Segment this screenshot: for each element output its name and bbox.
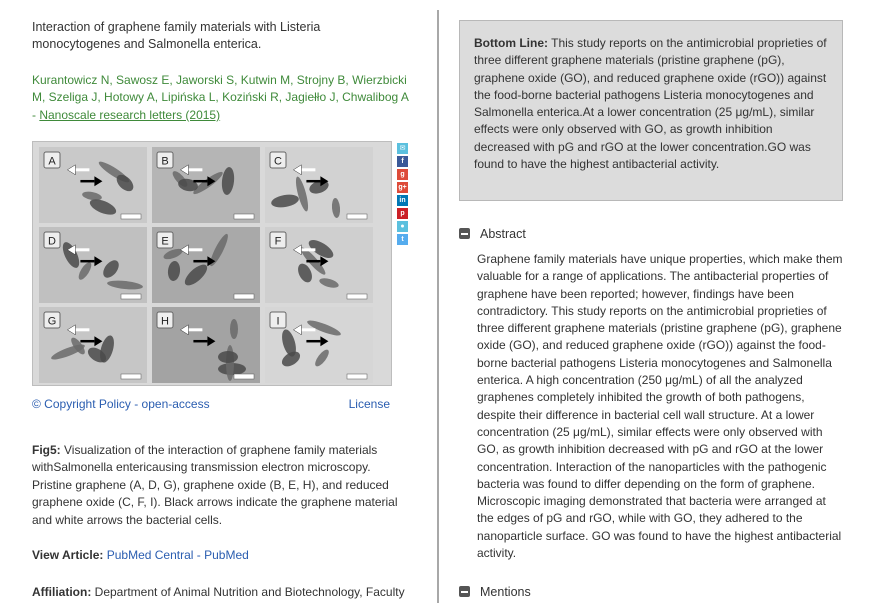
pubmed-link[interactable]: PubMed bbox=[204, 548, 249, 562]
scale-bar bbox=[234, 374, 254, 379]
scale-bar bbox=[234, 294, 254, 299]
scale-bar bbox=[234, 214, 254, 219]
author-list bbox=[32, 72, 416, 124]
article-title: Interaction of graphene family materials with Listeria monocytogenes and Salmonella enterica. bbox=[32, 20, 321, 51]
figure-caption bbox=[32, 442, 404, 529]
mentions-toggle[interactable] bbox=[459, 585, 531, 599]
panel-label: H bbox=[161, 315, 169, 328]
email-icon[interactable]: ✉ bbox=[397, 143, 408, 154]
authors-text[interactable]: Kurantowicz N, Sawosz E, Jaworski S, Kutwin M, Strojny B, Wierzbicki M, Szeliga J, Hotowy A, Lipińska L, Koziński R, Jagiełło J, Chwalibog A bbox=[32, 73, 409, 105]
panel-label: A bbox=[48, 155, 56, 168]
panel-label: B bbox=[161, 155, 169, 168]
link-separator: - bbox=[193, 548, 205, 562]
bottom-line-text: This study reports on the antimicrobial proprieties of three different graphene materials (pristine graphene (pG), graphene oxide (GO), and reduced graphene oxide (rGO)) against the food-borne bacterial pathogens Listeria monocytogenes and Salmonella enterica.At a lower concentration (25 μg/mL), similar effects were only observed with GO, as growth inhibition decreased with pG and rGO at the lower concentration.GO was found to have the highest antibacterial activity. bbox=[474, 36, 827, 172]
affiliation bbox=[32, 585, 416, 599]
view-article-label: View Article: bbox=[32, 548, 104, 562]
copyright-policy-link[interactable]: © Copyright Policy - open-access bbox=[32, 397, 210, 411]
panel-label: C bbox=[274, 155, 282, 168]
mentions-heading: Mentions bbox=[480, 585, 531, 599]
collapse-icon bbox=[459, 228, 470, 239]
license-link[interactable]: License bbox=[348, 397, 390, 411]
abstract-toggle[interactable] bbox=[459, 227, 526, 241]
bottom-line-label: Bottom Line: bbox=[474, 36, 548, 50]
column-divider bbox=[437, 10, 439, 603]
google-icon[interactable]: g bbox=[397, 169, 408, 180]
caption-label: Fig5: bbox=[32, 443, 61, 457]
panel-label: E bbox=[161, 235, 169, 248]
linkedin-icon[interactable]: in bbox=[397, 195, 408, 206]
panel-label: G bbox=[47, 315, 57, 328]
collapse-icon bbox=[459, 586, 470, 597]
scale-bar bbox=[347, 294, 367, 299]
scale-bar bbox=[121, 374, 141, 379]
scale-bar bbox=[347, 374, 367, 379]
scale-bar bbox=[121, 294, 141, 299]
tem-micrograph-grid bbox=[33, 142, 391, 385]
abstract-text: Graphene family materials have unique properties, which make them valuable for a range of applications. The antibacterial properties of graphene have been reported; however, findings have been contradictory. This study reports on the antimicrobial proprieties of three different graphene materials (pristine graphene (pG), graphene oxide (GO), and reduced graphene oxide (rGO)) against the food-borne bacterial pathogens Listeria monocytogenes and Salmonella enterica. A high concentration (250 μg/mL) of all the analyzed graphenes completely inhibited the growth of both pathogens, despite their difference in bacterial cell wall structure. At a lower concentration (25 μg/mL), similar effects were only observed with GO, as growth inhibition decreased with pG and rGO at the lower concentration. Interaction of the nanoparticles with the pathogenic bacteria was found to differ depending on the form of graphene. Microscopic imaging demonstrated that bacteria were arranged at the edges of pG and rGO, while with GO, they adhered to the nanoparticle surface. GO was found to have the highest antibacterial activity. bbox=[477, 252, 843, 561]
bookmark-icon[interactable]: ● bbox=[397, 221, 408, 232]
affiliation-label: Affiliation: bbox=[32, 585, 92, 599]
facebook-icon[interactable]: f bbox=[397, 156, 408, 167]
figure-image[interactable] bbox=[32, 141, 392, 386]
panel-label: D bbox=[48, 235, 56, 248]
bottom-line-box bbox=[459, 20, 843, 201]
abstract-heading: Abstract bbox=[480, 227, 526, 241]
pubmed-central-link[interactable]: PubMed Central bbox=[106, 548, 194, 562]
affiliation-text: Department of Animal Nutrition and Biotechnology, Faculty bbox=[91, 585, 405, 599]
pinterest-icon[interactable]: p bbox=[397, 208, 408, 219]
bacterium-shape bbox=[218, 351, 238, 363]
bacterium-shape bbox=[226, 345, 234, 381]
bacterium-shape bbox=[230, 319, 238, 339]
scale-bar bbox=[121, 214, 141, 219]
social-share-bar bbox=[397, 143, 409, 247]
journal-separator: - bbox=[32, 107, 40, 122]
panel-label: I bbox=[276, 315, 280, 328]
google-plus-icon[interactable]: g+ bbox=[398, 184, 407, 191]
journal-link[interactable]: Nanoscale research letters (2015) bbox=[39, 107, 221, 122]
caption-text: Visualization of the interaction of graphene family materials withSalmonella entericausing transmission electron microscopy. Pristine graphene (A, D, G), graphene oxide (B, E, H), and reduced graphene oxide (C, F, I). Black arrows indicate the graphene material and white arrows the bacterial cells. bbox=[32, 443, 398, 527]
twitter-icon[interactable]: t bbox=[397, 234, 408, 245]
view-article-row bbox=[32, 548, 249, 562]
scale-bar bbox=[347, 214, 367, 219]
panel-label: F bbox=[274, 235, 282, 248]
